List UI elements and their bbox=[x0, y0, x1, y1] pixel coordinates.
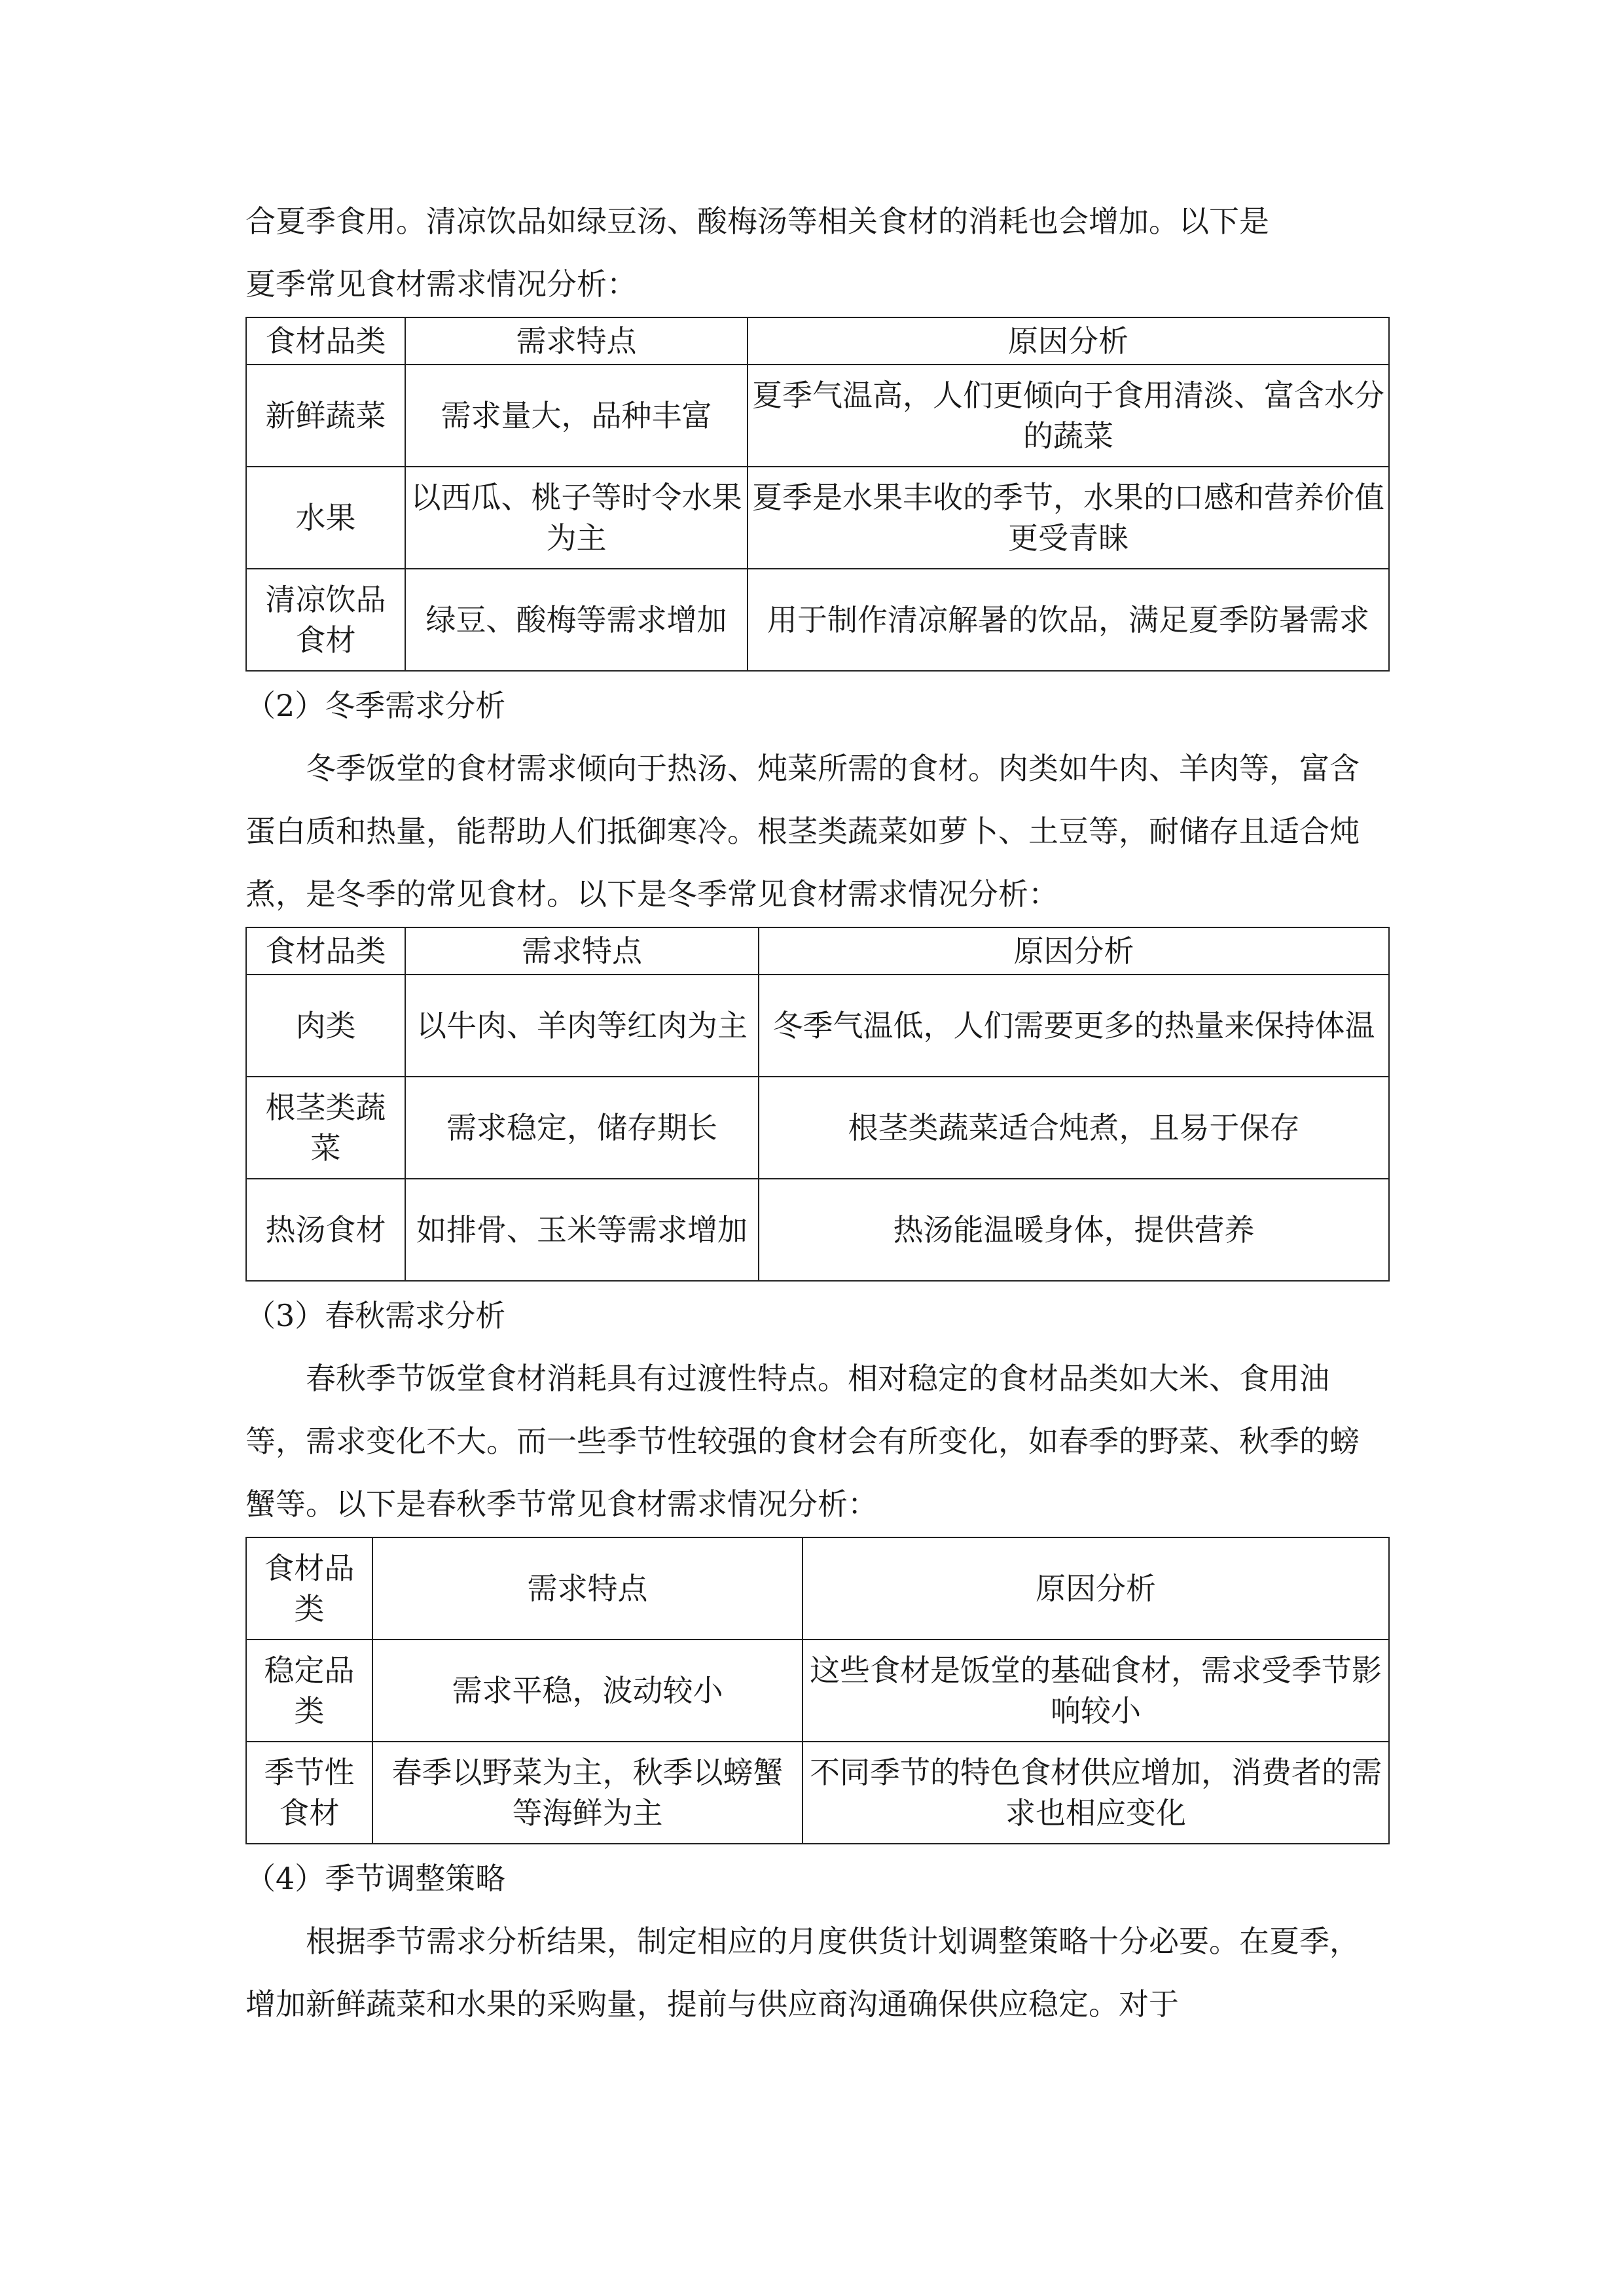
header-reason: 原因分析 bbox=[803, 1537, 1389, 1640]
cell-feature: 以牛肉、羊肉等红肉为主 bbox=[405, 975, 759, 1077]
spring-autumn-demand-table bbox=[245, 1537, 1390, 1844]
winter-demand-table bbox=[245, 927, 1390, 1282]
header-feature: 需求特点 bbox=[405, 927, 759, 975]
header-reason: 原因分析 bbox=[759, 927, 1389, 975]
header-reason: 原因分析 bbox=[748, 317, 1389, 365]
table-row bbox=[246, 1077, 1389, 1179]
table-header-row bbox=[246, 317, 1389, 365]
header-category: 食材品类 bbox=[246, 1537, 372, 1640]
intro-line-2: 夏季常见食材需求情况分析： bbox=[245, 266, 637, 302]
cell-category: 清凉饮品食材 bbox=[246, 569, 405, 671]
cell-reason: 不同季节的特色食材供应增加，消费者的需求也相应变化 bbox=[803, 1742, 1389, 1844]
cell-feature: 需求平稳，波动较小 bbox=[372, 1640, 803, 1742]
strategy-heading: （4）季节调整策略 bbox=[245, 1861, 506, 1896]
cell-feature: 春季以野菜为主，秋季以螃蟹等海鲜为主 bbox=[372, 1742, 803, 1844]
header-category: 食材品类 bbox=[246, 317, 405, 365]
cell-category: 稳定品类 bbox=[246, 1640, 372, 1742]
table-row bbox=[246, 1742, 1389, 1844]
cell-reason: 夏季是水果丰收的季节，水果的口感和营养价值更受青睐 bbox=[748, 467, 1389, 569]
table-row bbox=[246, 365, 1389, 467]
summer-demand-table bbox=[245, 317, 1390, 672]
cell-category: 水果 bbox=[246, 467, 405, 569]
table-header-row bbox=[246, 927, 1389, 975]
cell-reason: 冬季气温低，人们需要更多的热量来保持体温 bbox=[759, 975, 1389, 1077]
cell-feature: 需求稳定，储存期长 bbox=[405, 1077, 759, 1179]
table-row bbox=[246, 569, 1389, 671]
cell-reason: 这些食材是饭堂的基础食材，需求受季节影响较小 bbox=[803, 1640, 1389, 1742]
page-content bbox=[245, 190, 1388, 2036]
cell-feature: 绿豆、酸梅等需求增加 bbox=[405, 569, 748, 671]
winter-paragraph: 冬季饭堂的食材需求倾向于热汤、炖菜所需的食材。肉类如牛肉、羊肉等，富含蛋白质和热量，能帮助人们抵御寒冷。根茎类蔬菜如萝卜、土豆等，耐储存且适合炖煮，是冬季的常见食材。以下是冬季常见食材需求情况分析： bbox=[245, 751, 1360, 912]
header-feature: 需求特点 bbox=[405, 317, 748, 365]
table-row bbox=[246, 467, 1389, 569]
cell-category: 季节性食材 bbox=[246, 1742, 372, 1844]
cell-category: 肉类 bbox=[246, 975, 405, 1077]
spring-autumn-paragraph: 春秋季节饭堂食材消耗具有过渡性特点。相对稳定的食材品类如大米、食用油等，需求变化不大。而一些季节性较强的食材会有所变化，如春季的野菜、秋季的螃蟹等。以下是春秋季节常见食材需求情况分析： bbox=[245, 1361, 1360, 1522]
cell-reason: 热汤能温暖身体，提供营养 bbox=[759, 1179, 1389, 1281]
cell-reason: 用于制作清凉解暑的饮品，满足夏季防暑需求 bbox=[748, 569, 1389, 671]
table-row bbox=[246, 975, 1389, 1077]
cell-feature: 以西瓜、桃子等时令水果为主 bbox=[405, 467, 748, 569]
cell-feature: 如排骨、玉米等需求增加 bbox=[405, 1179, 759, 1281]
cell-category: 新鲜蔬菜 bbox=[246, 365, 405, 467]
header-category: 食材品类 bbox=[246, 927, 405, 975]
header-feature: 需求特点 bbox=[372, 1537, 803, 1640]
spring-autumn-heading: （3）春秋需求分析 bbox=[245, 1298, 506, 1333]
cell-category: 热汤食材 bbox=[246, 1179, 405, 1281]
table-header-row bbox=[246, 1537, 1389, 1640]
table-row bbox=[246, 1640, 1389, 1742]
cell-reason: 夏季气温高，人们更倾向于食用清淡、富含水分的蔬菜 bbox=[748, 365, 1389, 467]
winter-heading: （2）冬季需求分析 bbox=[245, 688, 506, 723]
cell-reason: 根茎类蔬菜适合炖煮，且易于保存 bbox=[759, 1077, 1389, 1179]
strategy-paragraph: 根据季节需求分析结果，制定相应的月度供货计划调整策略十分必要。在夏季，增加新鲜蔬菜和水果的采购量，提前与供应商沟通确保供应稳定。对于 bbox=[245, 1924, 1360, 2022]
cell-feature: 需求量大，品种丰富 bbox=[405, 365, 748, 467]
intro-line-1: 合夏季食用。清凉饮品如绿豆汤、酸梅汤等相关食材的消耗也会增加。以下是 bbox=[245, 204, 1269, 239]
cell-category: 根茎类蔬菜 bbox=[246, 1077, 405, 1179]
table-row bbox=[246, 1179, 1389, 1281]
